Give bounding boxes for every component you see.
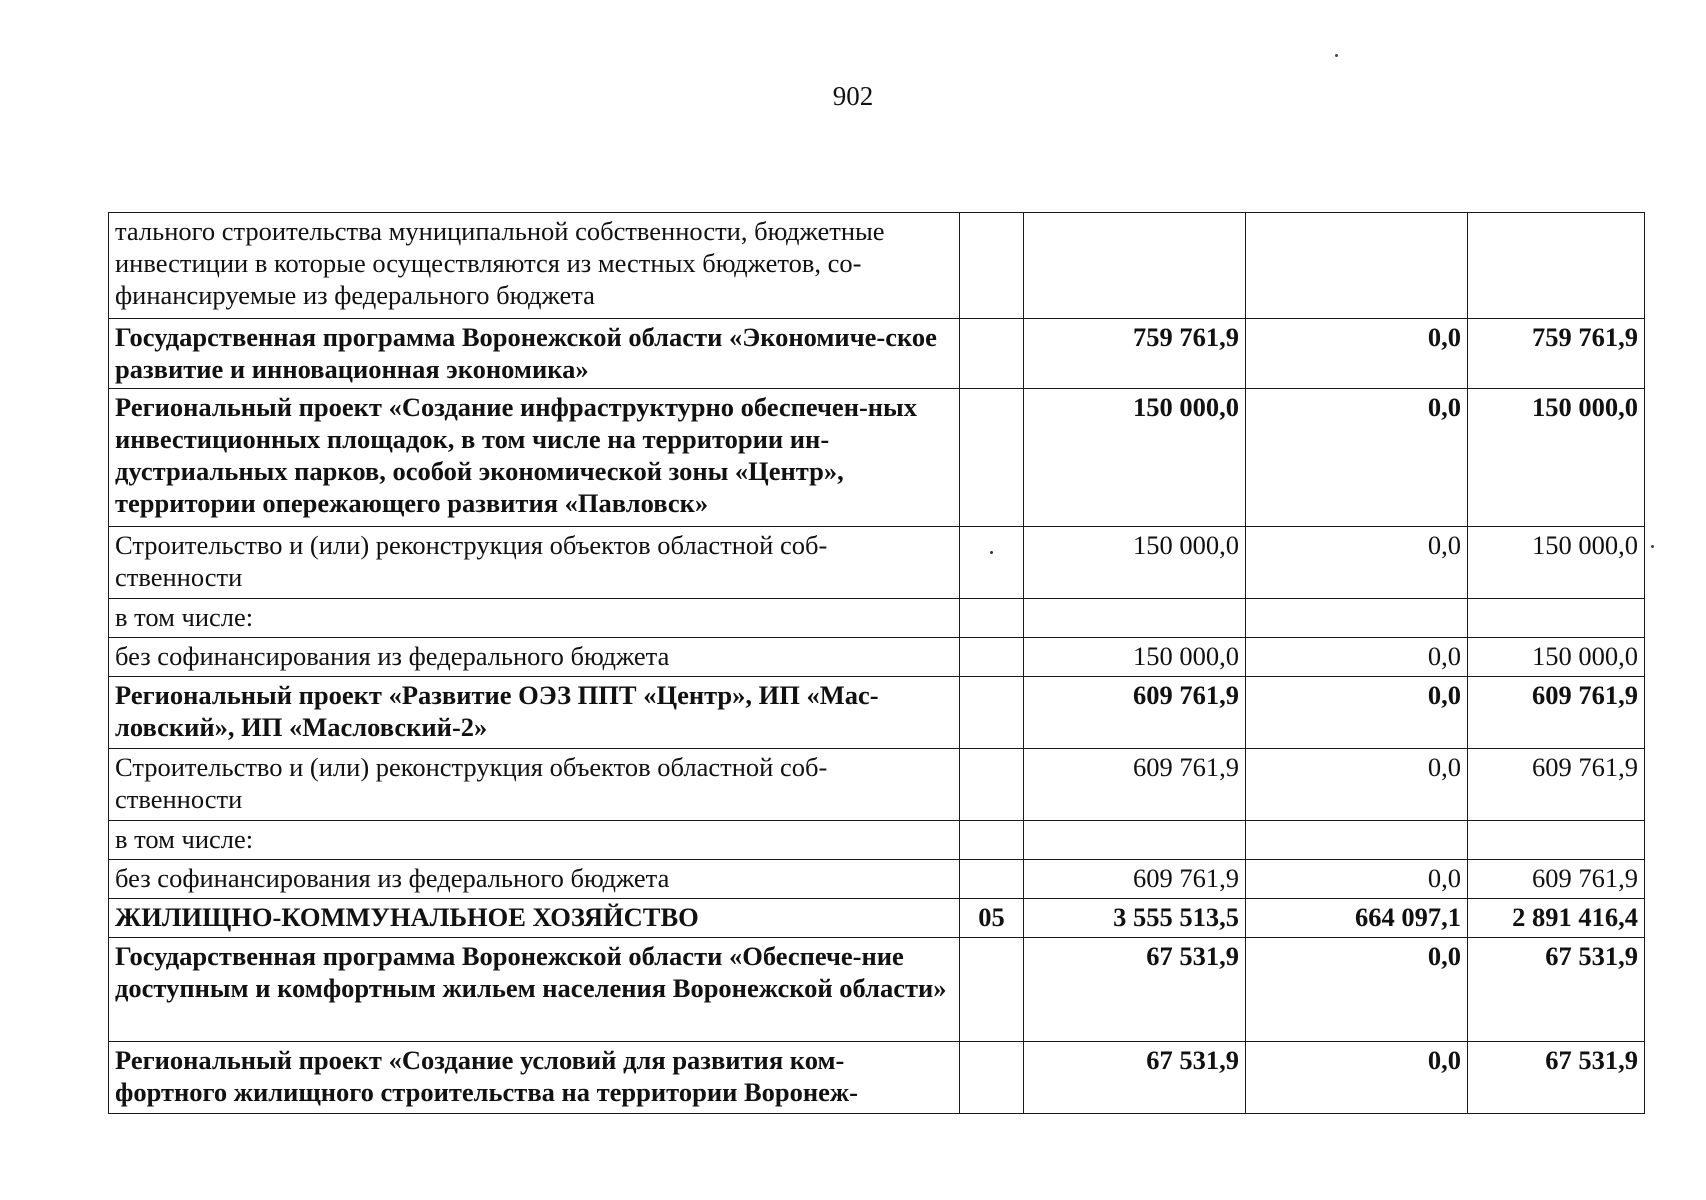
row-code (960, 389, 1024, 527)
row-code (960, 821, 1024, 860)
row-code (960, 677, 1024, 749)
table-row (109, 677, 1645, 749)
row-total (1024, 213, 1246, 319)
row-col2: 0,0 (1246, 938, 1468, 1042)
row-col3: 2 891 416,4 (1468, 899, 1645, 938)
row-name: Государственная программа Воронежской области «Экономиче-ское развитие и инновационная экономика» (109, 319, 960, 389)
row-col3: 609 761,9 (1468, 749, 1645, 821)
row-name: в том числе: (109, 821, 960, 860)
table-row (109, 938, 1645, 1042)
row-col3: 150 000,0 (1468, 389, 1645, 527)
row-code (960, 527, 1024, 599)
row-code (960, 599, 1024, 638)
row-name: ЖИЛИЩНО-КОММУНАЛЬНОЕ ХОЗЯЙСТВО (109, 899, 960, 938)
row-col3: 759 761,9 (1468, 319, 1645, 389)
row-col2 (1246, 599, 1468, 638)
table-row (109, 1042, 1645, 1114)
table-row (109, 638, 1645, 677)
table-row (109, 899, 1645, 938)
row-name: без софинансирования из федерального бюджета (109, 860, 960, 899)
row-col2 (1246, 821, 1468, 860)
row-name: Государственная программа Воронежской области «Обеспече-ние доступным и комфортным жильем населения Воронежской области» (109, 938, 960, 1042)
row-code (960, 638, 1024, 677)
table-row (109, 860, 1645, 899)
row-col3 (1468, 599, 1645, 638)
row-col3 (1468, 821, 1645, 860)
table-row (109, 213, 1645, 319)
row-total: 150 000,0 (1024, 527, 1246, 599)
row-code (960, 860, 1024, 899)
row-col2: 0,0 (1246, 749, 1468, 821)
row-name: Региональный проект «Развитие ОЭЗ ППТ «Центр», ИП «Мас-ловский», ИП «Масловский-2» (109, 677, 960, 749)
row-total: 609 761,9 (1024, 860, 1246, 899)
row-code (960, 213, 1024, 319)
scan-speck (1651, 545, 1654, 548)
row-col2: 0,0 (1246, 638, 1468, 677)
table-row (109, 527, 1645, 599)
row-total: 609 761,9 (1024, 749, 1246, 821)
row-col3: 150 000,0 (1468, 638, 1645, 677)
row-total: 150 000,0 (1024, 638, 1246, 677)
row-col2: 0,0 (1246, 389, 1468, 527)
row-col2: 0,0 (1246, 860, 1468, 899)
table-row (109, 389, 1645, 527)
row-col2: 0,0 (1246, 319, 1468, 389)
row-code: 05 (960, 899, 1024, 938)
row-col2: 664 097,1 (1246, 899, 1468, 938)
row-name: тального строительства муниципальной собственности, бюджетные инвестиции в которые осуществляются из местных бюджетов, со-финансируемые из федерального бюджета (109, 213, 960, 319)
row-total: 759 761,9 (1024, 319, 1246, 389)
row-total (1024, 821, 1246, 860)
row-col3 (1468, 213, 1645, 319)
row-col2: 0,0 (1246, 1042, 1468, 1114)
row-total: 3 555 513,5 (1024, 899, 1246, 938)
table-row (109, 599, 1645, 638)
row-total: 67 531,9 (1024, 1042, 1246, 1114)
page-number: 902 (832, 81, 874, 111)
row-name: Строительство и (или) реконструкция объектов областной соб-ственности (109, 749, 960, 821)
row-col3: 609 761,9 (1468, 860, 1645, 899)
scan-speck (1335, 54, 1338, 57)
row-code (960, 938, 1024, 1042)
row-name: Региональный проект «Создание инфраструктурно обеспечен-ных инвестиционных площадок, в том числе на территории ин-дустриальных парков, особой экономической зоны «Центр», территории опережающего развития «Павловск» (109, 389, 960, 527)
row-col2: 0,0 (1246, 527, 1468, 599)
budget-table (108, 212, 1645, 1114)
row-name: без софинансирования из федерального бюджета (109, 638, 960, 677)
row-code (960, 319, 1024, 389)
row-code (960, 749, 1024, 821)
row-col2: 0,0 (1246, 677, 1468, 749)
row-name: в том числе: (109, 599, 960, 638)
row-total (1024, 599, 1246, 638)
row-col3: 67 531,9 (1468, 938, 1645, 1042)
table-row (109, 749, 1645, 821)
row-col3: 609 761,9 (1468, 677, 1645, 749)
row-total: 609 761,9 (1024, 677, 1246, 749)
row-name: Строительство и (или) реконструкция объектов областной соб-ственности (109, 527, 960, 599)
scan-dot (990, 551, 993, 554)
row-name: Региональный проект «Создание условий для развития ком-фортного жилищного строительства на территории Воронеж- (109, 1042, 960, 1114)
row-code (960, 1042, 1024, 1114)
table-row (109, 319, 1645, 389)
table-row (109, 821, 1645, 860)
row-total: 67 531,9 (1024, 938, 1246, 1042)
row-col3: 67 531,9 (1468, 1042, 1645, 1114)
row-col2 (1246, 213, 1468, 319)
row-total: 150 000,0 (1024, 389, 1246, 527)
row-col3: 150 000,0 (1468, 527, 1645, 599)
